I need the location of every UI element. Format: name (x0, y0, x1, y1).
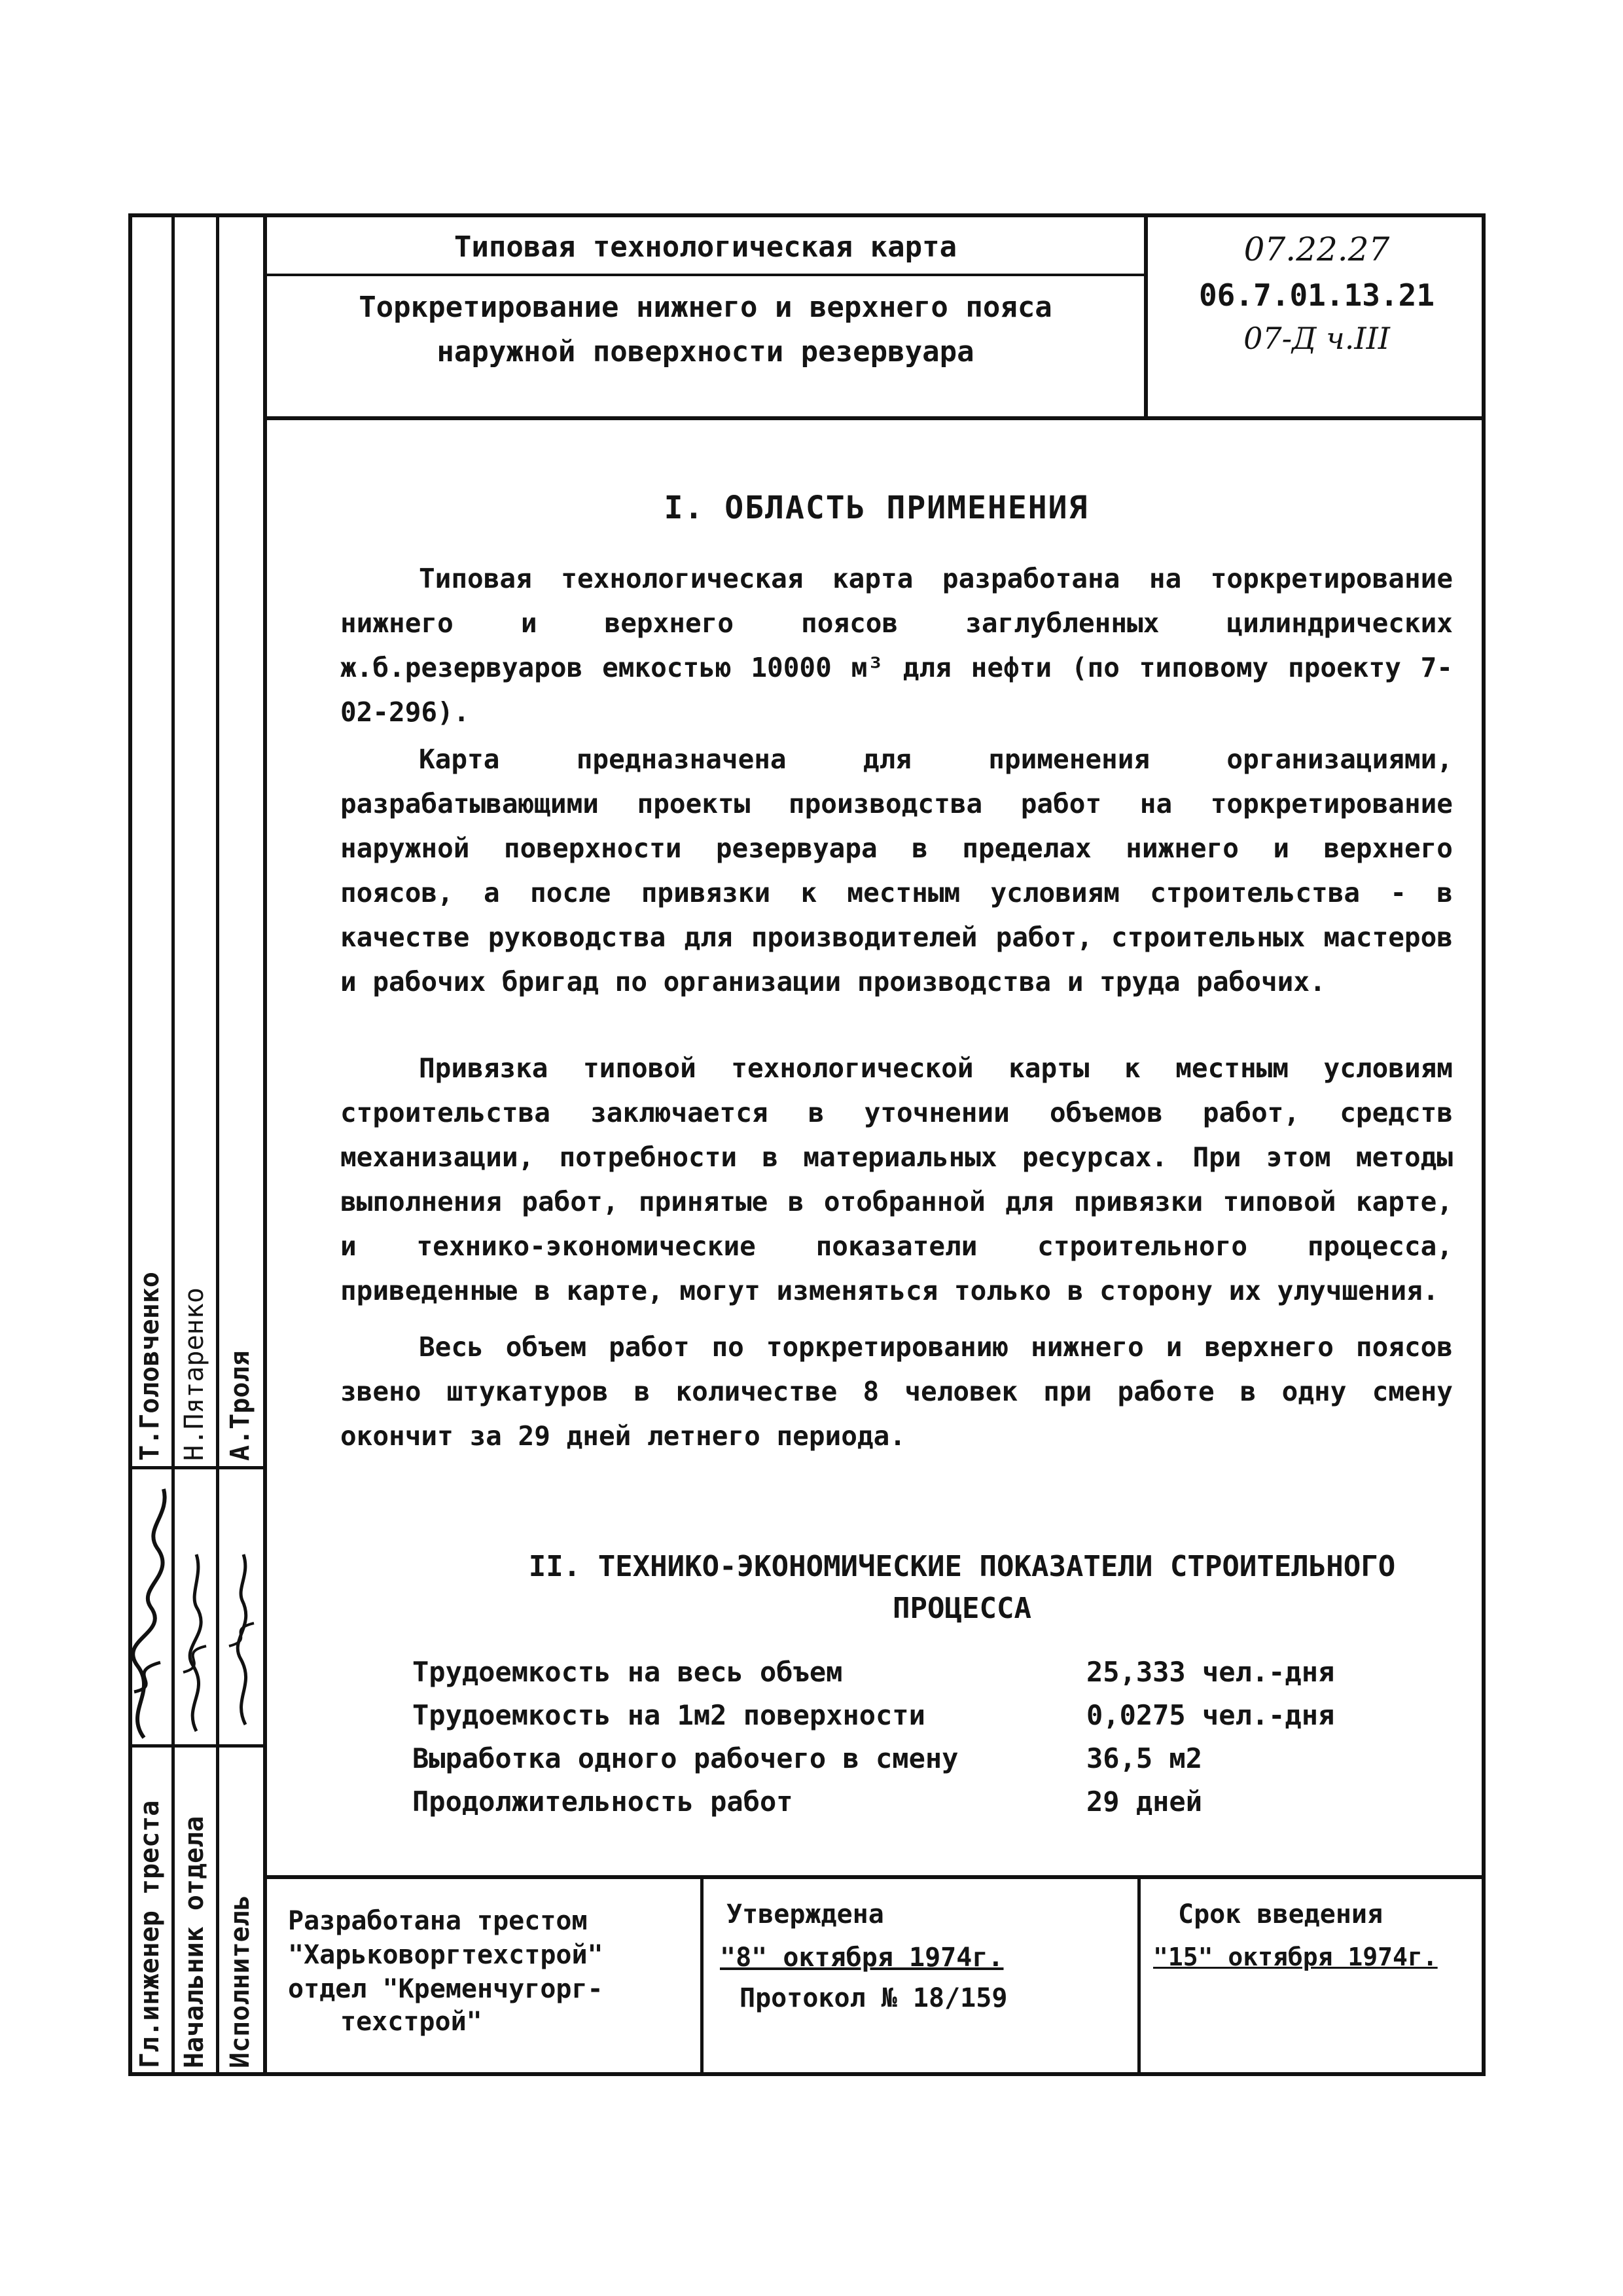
indicator-label: Трудоемкость на весь объем (412, 1656, 843, 1688)
footer-approved-title: Утверждена (726, 1899, 884, 1929)
footer-developer-4: техстрой" (340, 2007, 482, 2037)
header-code-printed: 06.7.01.13.21 (1198, 278, 1435, 313)
footer-top-line (267, 1875, 1486, 1879)
name-pyatarenko: Н.Пятаренко (179, 1287, 209, 1461)
name-trolya: А.Троля (225, 1350, 255, 1461)
footer-effective-title: Срок введения (1178, 1899, 1383, 1929)
footer-sep-1 (700, 1875, 704, 2076)
section1-p2-text: Карта предназначена для применения организациями, разрабатывающими проекты производства работ на торкретирование наружной поверхности резервуара в пределах нижнего и верхнего поясов, а после привязки к местным условиям строительства - в качестве руководства для производителей работ, строительных мастеров и рабочих бригад по организации производства и труда рабочих. (340, 744, 1453, 997)
strip-sep-names (128, 1466, 267, 1469)
indicator-label: Выработка одного рабочего в смену (412, 1742, 959, 1774)
header-code-handwritten-2: 07-Д ч.III (1243, 321, 1390, 356)
section1-p3-text: Привязка типовой технологической карты к местным условиям строительства заключается в уточнении объемов работ, средств механизации, потребности в материальных ресурсах. При этом методы выполнения работ, принятые в отобранной для привязки типовой карте, и технико-экономические показатели строительного процесса, приведенные в карте, могут изменяться только в сторону их улучшения. (340, 1052, 1453, 1306)
indicator-value: 36,5 м2 (1086, 1742, 1203, 1774)
header-title-2: Торкретирование нижнего и верхнего пояса (359, 291, 1052, 324)
indicator-value: 0,0275 чел.-дня (1086, 1699, 1335, 1731)
strip-divider-2 (216, 213, 219, 2076)
header-title-sep (267, 274, 1144, 276)
section1-paragraph-2 (340, 737, 1453, 1004)
header-title-3: наружной поверхности резервуара (437, 335, 974, 368)
header-title-1: Типовая технологическая карта (454, 230, 957, 264)
section1-paragraph-1 (340, 556, 1453, 734)
section1-heading: I. ОБЛАСТЬ ПРИМЕНЕНИЯ (664, 490, 1089, 526)
indicator-value: 25,333 чел.-дня (1086, 1656, 1335, 1688)
name-golovchenko: Т.Головченко (135, 1272, 165, 1461)
section2-heading-1: II. ТЕХНИКО-ЭКОНОМИЧЕСКИЕ ПОКАЗАТЕЛИ СТРОИТЕЛЬНОГО (528, 1550, 1396, 1583)
header-code-handwritten: 07.22.27 (1243, 230, 1390, 268)
signature-scribbles (98, 1476, 268, 1744)
footer-developer-1: Разработана трестом (288, 1906, 588, 1936)
header-bottom-line (267, 416, 1486, 420)
footer-effective-date: "15" октября 1974г. (1153, 1943, 1438, 1971)
section1-paragraph-4 (340, 1325, 1453, 1458)
footer-developer-2: "Харьковоргтехстрой" (288, 1940, 603, 1970)
indicator-label: Трудоемкость на 1м2 поверхности (412, 1699, 925, 1731)
footer-approved-date: "8" октября 1974г. (720, 1943, 1004, 1973)
section2-heading-2: ПРОЦЕССА (893, 1592, 1031, 1625)
section1-paragraph-3 (340, 1046, 1453, 1313)
role-department-head: Начальник отдела (179, 1816, 209, 2068)
section1-p4-text: Весь объем работ по торкретированию нижнего и верхнего поясов звено штукатуров в количестве 8 человек при работе в одну смену окончит за 29 дней летнего периода. (340, 1331, 1453, 1452)
strip-divider-1 (171, 213, 175, 2076)
footer-sep-2 (1137, 1875, 1141, 2076)
strip-sep-roles (128, 1744, 267, 1748)
indicator-value: 29 дней (1086, 1785, 1203, 1818)
indicator-label: Продолжительность работ (412, 1785, 793, 1818)
footer-approved-protocol: Протокол № 18/159 (740, 1983, 1008, 2013)
footer-developer-3: отдел "Кременчугорг- (288, 1974, 603, 2004)
section1-p1-text: Типовая технологическая карта разработана на торкретирование нижнего и верхнего поясов заглубленных цилиндрических ж.б.резервуаров емкостью 10000 м³ для нефти (по типовому проекту 7-02-296). (340, 563, 1453, 728)
role-chief-engineer: Гл.инженер треста (135, 1800, 165, 2068)
role-executor: Исполнитель (225, 1895, 255, 2068)
